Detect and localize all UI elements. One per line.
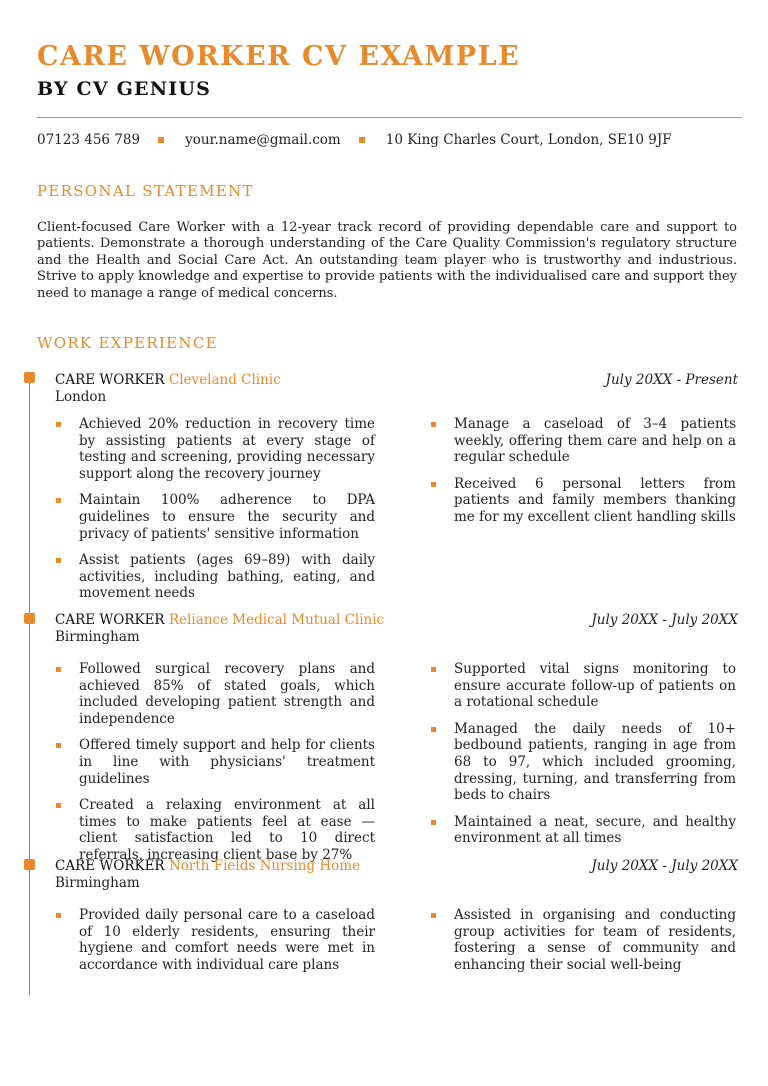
- job-location: Birmingham: [55, 875, 140, 891]
- job-duties-right: [430, 907, 736, 983]
- contact-address: 10 King Charles Court, London, SE10 9JF: [385, 132, 672, 148]
- job-header: [55, 857, 738, 875]
- list-item: Received 6 personal letters from patients and family members thanking me for my excellent client handling skills: [430, 476, 736, 526]
- timeline-marker-icon: [24, 613, 35, 624]
- job-header: [55, 371, 738, 389]
- job-employer: North Fields Nursing Home: [168, 858, 361, 874]
- list-item: Achieved 20% reduction in recovery time by assisting patients at every stage of testing and screening, providing necessary support along the recovery journey: [55, 416, 375, 482]
- list-item: Manage a caseload of 3–4 patients weekly, offering them care and help on a regular schedule: [430, 416, 736, 466]
- list-item: Assisted in organising and conducting group activities for team of residents, fostering a sense of community and enhancing their social well-being: [430, 907, 736, 973]
- job-title-line: [55, 371, 281, 389]
- list-item: Maintained a neat, secure, and healthy environment at all times: [430, 814, 736, 847]
- job-duties-right: [430, 661, 736, 857]
- job-location: Birmingham: [55, 629, 140, 645]
- list-item: Offered timely support and help for clients in line with physicians' treatment guidelines: [55, 737, 375, 787]
- list-item: Managed the daily needs of 10+ bedbound patients, ranging in age from 68 to 97, which included grooming, dressing, turning, and transferring from beds to chairs: [430, 721, 736, 804]
- header-divider: [37, 117, 742, 118]
- list-item: Supported vital signs monitoring to ensure accurate follow-up of patients on a rotational schedule: [430, 661, 736, 711]
- cv-title: CARE WORKER CV EXAMPLE: [37, 41, 521, 72]
- job-location: London: [55, 389, 107, 405]
- job-duties-left: [55, 907, 375, 983]
- job-dates: July 20XX - July 20XX: [591, 612, 738, 628]
- job-duties-right: [430, 416, 736, 536]
- job-header: [55, 611, 738, 629]
- experience-timeline: [29, 377, 30, 995]
- job-title-line: [55, 857, 360, 875]
- personal-statement-text: Client-focused Care Worker with a 12-year track record of providing dependable care and support to patients. Demonstrate a thorough understanding of the Care Quality Commission's regulatory structure and the Health and Social Care Act. An outstanding team player who is trustworthy and industrious. Strive to apply knowledge and expertise to provide patients with the individualised care and support they need to manage a range of medical concerns.: [37, 220, 737, 301]
- cv-subtitle: BY CV GENIUS: [37, 78, 212, 100]
- contact-email: your.name@gmail.com: [185, 132, 341, 148]
- timeline-marker-icon: [24, 372, 35, 383]
- list-item: Followed surgical recovery plans and achieved 85% of stated goals, which included developing patient strength and independence: [55, 661, 375, 727]
- personal-statement-heading: PERSONAL STATEMENT: [37, 182, 254, 200]
- job-duties-left: [55, 416, 375, 612]
- timeline-marker-icon: [24, 859, 35, 870]
- square-bullet-icon: [158, 137, 164, 143]
- list-item: Maintain 100% adherence to DPA guidelines to ensure the security and privacy of patients' sensitive information: [55, 492, 375, 542]
- job-employer: Reliance Medical Mutual Clinic: [168, 612, 385, 628]
- job-role: CARE WORKER: [55, 612, 165, 628]
- job-role: CARE WORKER: [55, 372, 165, 388]
- job-dates: July 20XX - July 20XX: [591, 858, 738, 874]
- contact-line: [37, 130, 672, 150]
- job-duties-left: [55, 661, 375, 874]
- list-item: Created a relaxing environment at all times to make patients feel at ease — client satisfaction led to 10 direct referrals, increasing client base by 27%: [55, 797, 375, 863]
- work-experience-heading: WORK EXPERIENCE: [37, 334, 218, 352]
- list-item: Provided daily personal care to a caseload of 10 elderly residents, ensuring their hygiene and comfort needs were met in accordance with individual care plans: [55, 907, 375, 973]
- job-title-line: [55, 611, 384, 629]
- job-role: CARE WORKER: [55, 858, 165, 874]
- job-dates: July 20XX - Present: [605, 372, 738, 388]
- square-bullet-icon: [359, 137, 365, 143]
- contact-phone: 07123 456 789: [37, 132, 141, 148]
- job-employer: Cleveland Clinic: [168, 372, 281, 388]
- list-item: Assist patients (ages 69–89) with daily activities, including bathing, eating, and movement needs: [55, 552, 375, 602]
